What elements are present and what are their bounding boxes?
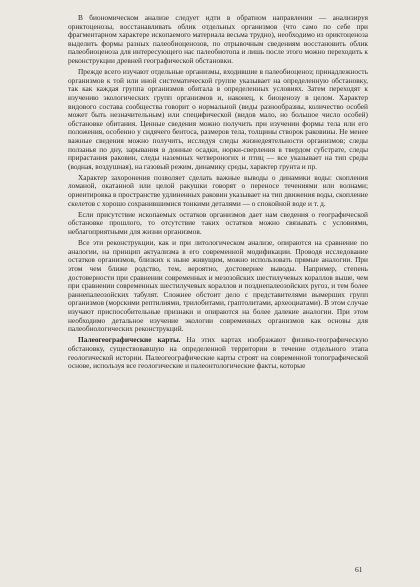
- paragraph-6: [68, 336, 368, 370]
- paragraph-6-text: На этих картах изображают физико-географическую обстановку, существовавшую на определенной территории в течение отдельного этапа геологической истории. Палеогеографические карты строят на современной топографической основе, используя все геологические и палеонтологические факты, которые: [68, 335, 368, 371]
- section-heading-inline: Палеогеографические карты.: [78, 335, 181, 345]
- body-text: [68, 14, 368, 371]
- paragraph-3: Характер захоронения позволяет сделать важные выводы о динамики воды: скопления ломаной, окатанной или целой ракушки говорят о переносе течениями или волнами; ориентировка в пространстве удлиненных раковин указывает на тип движения воды, скопление скелетов с хорошо сохранившимися тонкими деталями — о спокойной воде и т. д.: [68, 172, 368, 208]
- paragraph-2: Прежде всего изучают отдельные организмы, входившие в палеобиоценоз; принадлежность организмов к той или иной систематической группе указывает на определенную обстановку, так как каждая группа организмов обитала в определенных условиях. Затем переходят к изучению экологических групп организмов и, наконец, к биоценозу в целом. Характер видового состава сообщества говорит о нормальной (виды разнообразны, количество особей может быть незначительным) или специфической (видов мало, но большое число особей) обстановке обитания. Ценные сведения можно получить при изучении формы тела или его положения, особенно у сидячего бентоса, размеров тела, толщины створок раковины. Не менее важные сведения можно получить, исследуя следы жизнедеятельности организмов; следы ползанья по дну, зарывания в донные осадки, норки-сверления в твердом субстрате, следы прирастания раковин, следы наземных четвероногих и птиц — все указывает на тип среды (водная, воздушная), на газовый режим, динамику среды, характер грунта и пр.: [68, 67, 368, 171]
- page-number: 61: [355, 565, 363, 574]
- paragraph-4: Если присутствие ископаемых остатков организмов дает нам сведения о географической обстановке прошлого, то отсутствие таких остатков можно связывать с условиями, неблагоприятными для жизни организмов.: [68, 209, 368, 237]
- paragraph-1: В биономическом анализе следует идти в обратном направлении — анализируя ориктоценозы, восстанавливать облик отдельных организмов (что само по себе при фрагментарном характере ископаемого материала весьма трудно), необходимо из ориктоценоза выделить формы разных палеобиоценозов, по отрывочным сведениям восстановить облик палеобиоценоза для интересующего нас палеобиотопа и лишь после этого можно переходить к реконструкции древней географической обстановки.: [68, 13, 368, 65]
- paragraph-5: Все эти реконструкции, как и при литологическом анализе, опираются на сравнение по аналогии, на принцип актуализма в его современной модификации. Проводя исследование остатков организмов, близких к ныне живущим, можно использовать прямые аналогии. При этом чем ближе родство, тем, вероятно, достовернее выводы. Например, степень достоверности при сравнении современных и мезозойских шестилучевых кораллов выше, чем при сравнении современных шестилучевых кораллов и позднепалеозойских ругоз, и тем более раннепалеозойских табулят. Сложнее обстоит дело с представителями вымерших групп организмов (морскими рептилиями, трилобитами, граптолитами, археоциатами). В этом случае изучают приспособительные признаки и опираются на более далекие аналогии. При этом необходимо детальное изучение экологии современных организмов как основы для палеобиологических реконструкций.: [68, 238, 368, 334]
